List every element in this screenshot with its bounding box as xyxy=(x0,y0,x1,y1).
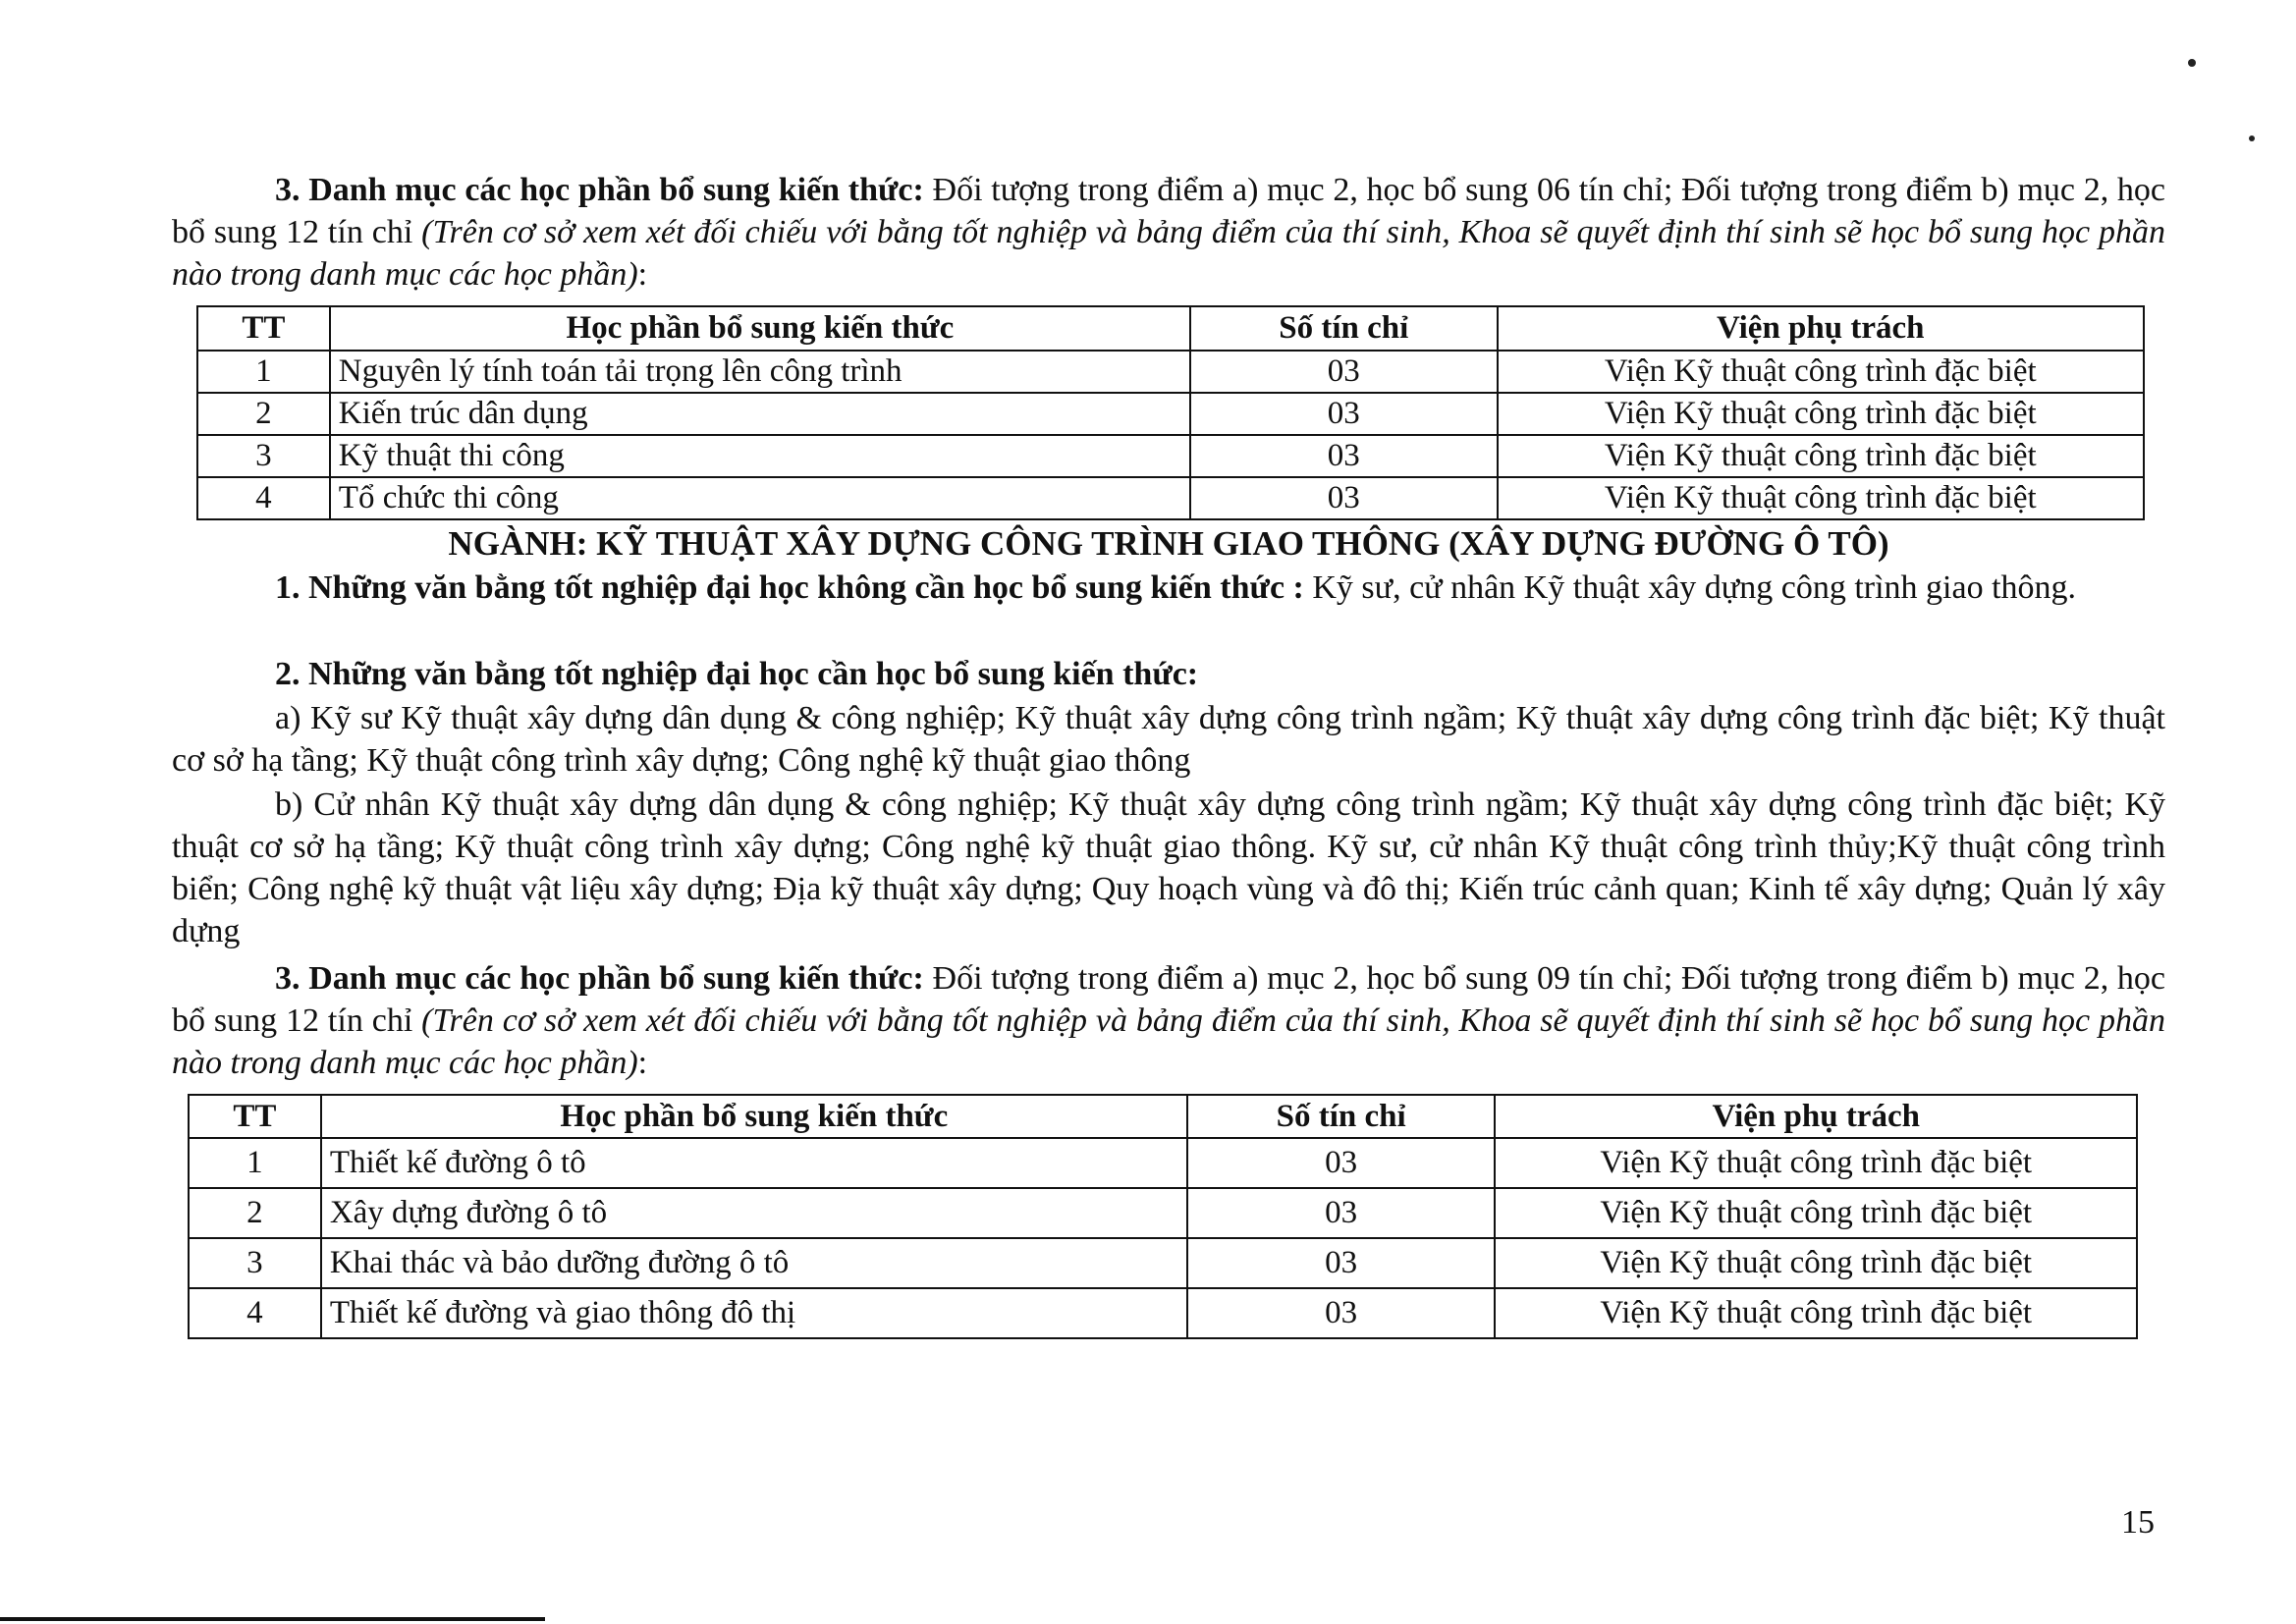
section1-item3-text: Đối tượng trong điểm a) mục 2, học bổ sung 06 tín chỉ; Đối tượng trong điểm b) mục 2, học bổ sung 12 tín chỉ xyxy=(172,172,2166,250)
course-table-2 xyxy=(188,1094,2138,1339)
table-row xyxy=(189,1288,2137,1338)
scan-mark xyxy=(2188,59,2196,67)
cell-course: Kiến trúc dân dụng xyxy=(330,393,1190,435)
cell-institute: Viện Kỹ thuật công trình đặc biệt xyxy=(1495,1288,2137,1338)
cell-credits: 03 xyxy=(1190,477,1498,519)
bottom-rule xyxy=(0,1617,545,1621)
cell-credits: 03 xyxy=(1187,1138,1496,1188)
cell-course: Xây dựng đường ô tô xyxy=(321,1188,1187,1238)
section2-item3-heading: 3. Danh mục các học phần bổ sung kiến thức: xyxy=(275,960,924,997)
table-header-row xyxy=(197,306,2144,351)
table-header-row xyxy=(189,1095,2137,1138)
cell-institute: Viện Kỹ thuật công trình đặc biệt xyxy=(1495,1188,2137,1238)
course-table-1 xyxy=(196,305,2145,520)
section2-item3-italic: (Trên cơ sở xem xét đối chiếu với bằng tốt nghiệp và bảng điểm của thí sinh, Khoa sẽ quyết định thí sinh sẽ học bổ sung học phần nào trong danh mục các học phần) xyxy=(172,1002,2165,1081)
cell-course: Nguyên lý tính toán tải trọng lên công trình xyxy=(330,351,1190,393)
table-row xyxy=(189,1138,2137,1188)
section2-item2-heading: 2. Những văn bằng tốt nghiệp đại học cần học bổ sung kiến thức: xyxy=(275,656,1199,692)
header-tt: TT xyxy=(197,306,330,351)
header-credits: Số tín chỉ xyxy=(1190,306,1498,351)
section2-item2-a xyxy=(172,697,2165,782)
cell-institute: Viện Kỹ thuật công trình đặc biệt xyxy=(1498,477,2144,519)
cell-tt: 2 xyxy=(197,393,330,435)
cell-credits: 03 xyxy=(1190,351,1498,393)
section2-item3-paragraph xyxy=(172,957,2165,1084)
header-institute: Viện phụ trách xyxy=(1498,306,2144,351)
cell-credits: 03 xyxy=(1187,1288,1496,1338)
header-course: Học phần bổ sung kiến thức xyxy=(321,1095,1187,1138)
section2-item3-end: : xyxy=(637,1045,648,1081)
cell-tt: 4 xyxy=(197,477,330,519)
table-row xyxy=(197,393,2144,435)
cell-credits: 03 xyxy=(1187,1238,1496,1288)
section2-item2-b xyxy=(172,784,2165,952)
cell-course: Thiết kế đường ô tô xyxy=(321,1138,1187,1188)
cell-credits: 03 xyxy=(1190,435,1498,477)
cell-course: Thiết kế đường và giao thông đô thị xyxy=(321,1288,1187,1338)
cell-tt: 3 xyxy=(197,435,330,477)
cell-institute: Viện Kỹ thuật công trình đặc biệt xyxy=(1498,351,2144,393)
cell-institute: Viện Kỹ thuật công trình đặc biệt xyxy=(1495,1238,2137,1288)
section2-item1-paragraph xyxy=(172,567,2165,609)
cell-course: Khai thác và bảo dưỡng đường ô tô xyxy=(321,1238,1187,1288)
scan-mark xyxy=(2249,135,2255,141)
section2-item2-a-text: a) Kỹ sư Kỹ thuật xây dựng dân dụng & công nghiệp; Kỹ thuật xây dựng công trình ngầm; Kỹ thuật xây dựng công trình đặc biệt; Kỹ thuật cơ sở hạ tầng; Kỹ thuật công trình xây dựng; Công nghệ kỹ thuật giao thông xyxy=(172,700,2165,779)
section2-title: NGÀNH: KỸ THUẬT XÂY DỰNG CÔNG TRÌNH GIAO THÔNG (XÂY DỰNG ĐƯỜNG Ô TÔ) xyxy=(448,524,1889,563)
table-row xyxy=(197,435,2144,477)
header-tt: TT xyxy=(189,1095,321,1138)
cell-tt: 1 xyxy=(189,1138,321,1188)
table-row xyxy=(189,1188,2137,1238)
cell-course: Tổ chức thi công xyxy=(330,477,1190,519)
cell-tt: 1 xyxy=(197,351,330,393)
cell-tt: 4 xyxy=(189,1288,321,1338)
page-number: 15 xyxy=(2121,1504,2155,1541)
cell-institute: Viện Kỹ thuật công trình đặc biệt xyxy=(1495,1138,2137,1188)
table-row xyxy=(197,477,2144,519)
section1-item3-end: : xyxy=(637,256,648,293)
cell-credits: 03 xyxy=(1187,1188,1496,1238)
cell-institute: Viện Kỹ thuật công trình đặc biệt xyxy=(1498,393,2144,435)
section2-item2-heading-line xyxy=(172,653,2165,695)
table-row xyxy=(189,1238,2137,1288)
section1-item3-paragraph xyxy=(172,169,2165,296)
cell-institute: Viện Kỹ thuật công trình đặc biệt xyxy=(1498,435,2144,477)
section2-item3-text: Đối tượng trong điểm a) mục 2, học bổ sung 09 tín chỉ; Đối tượng trong điểm b) mục 2, học bổ sung 12 tín chỉ xyxy=(172,960,2166,1039)
header-institute: Viện phụ trách xyxy=(1495,1095,2137,1138)
cell-tt: 2 xyxy=(189,1188,321,1238)
header-credits: Số tín chỉ xyxy=(1187,1095,1496,1138)
section1-item3-italic: (Trên cơ sở xem xét đối chiếu với bằng tốt nghiệp và bảng điểm của thí sinh, Khoa sẽ quyết định thí sinh sẽ học bổ sung học phần nào trong danh mục các học phần) xyxy=(172,214,2165,293)
section1-item3-heading: 3. Danh mục các học phần bổ sung kiến thức: xyxy=(275,172,924,208)
cell-tt: 3 xyxy=(189,1238,321,1288)
section2-item2-b-text: b) Cử nhân Kỹ thuật xây dựng dân dụng & công nghiệp; Kỹ thuật xây dựng công trình ngầm; Kỹ thuật xây dựng công trình đặc biệt; Kỹ thuật cơ sở hạ tầng; Kỹ thuật công trình xây dựng; Công nghệ kỹ thuật giao thông. Kỹ sư, cử nhân Kỹ thuật công trình thủy;Kỹ thuật công trình biển; Công nghệ kỹ thuật vật liệu xây dựng; Địa kỹ thuật xây dựng; Quy hoạch vùng và đô thị; Kiến trúc cảnh quan; Kinh tế xây dựng; Quản lý xây dựng xyxy=(172,786,2165,949)
section2-item1-text: Kỹ sư, cử nhân Kỹ thuật xây dựng công trình giao thông. xyxy=(1303,569,2077,606)
header-course: Học phần bổ sung kiến thức xyxy=(330,306,1190,351)
cell-course: Kỹ thuật thi công xyxy=(330,435,1190,477)
cell-credits: 03 xyxy=(1190,393,1498,435)
table-row xyxy=(197,351,2144,393)
section2-item1-heading: 1. Những văn bằng tốt nghiệp đại học không cần học bổ sung kiến thức : xyxy=(275,569,1304,606)
